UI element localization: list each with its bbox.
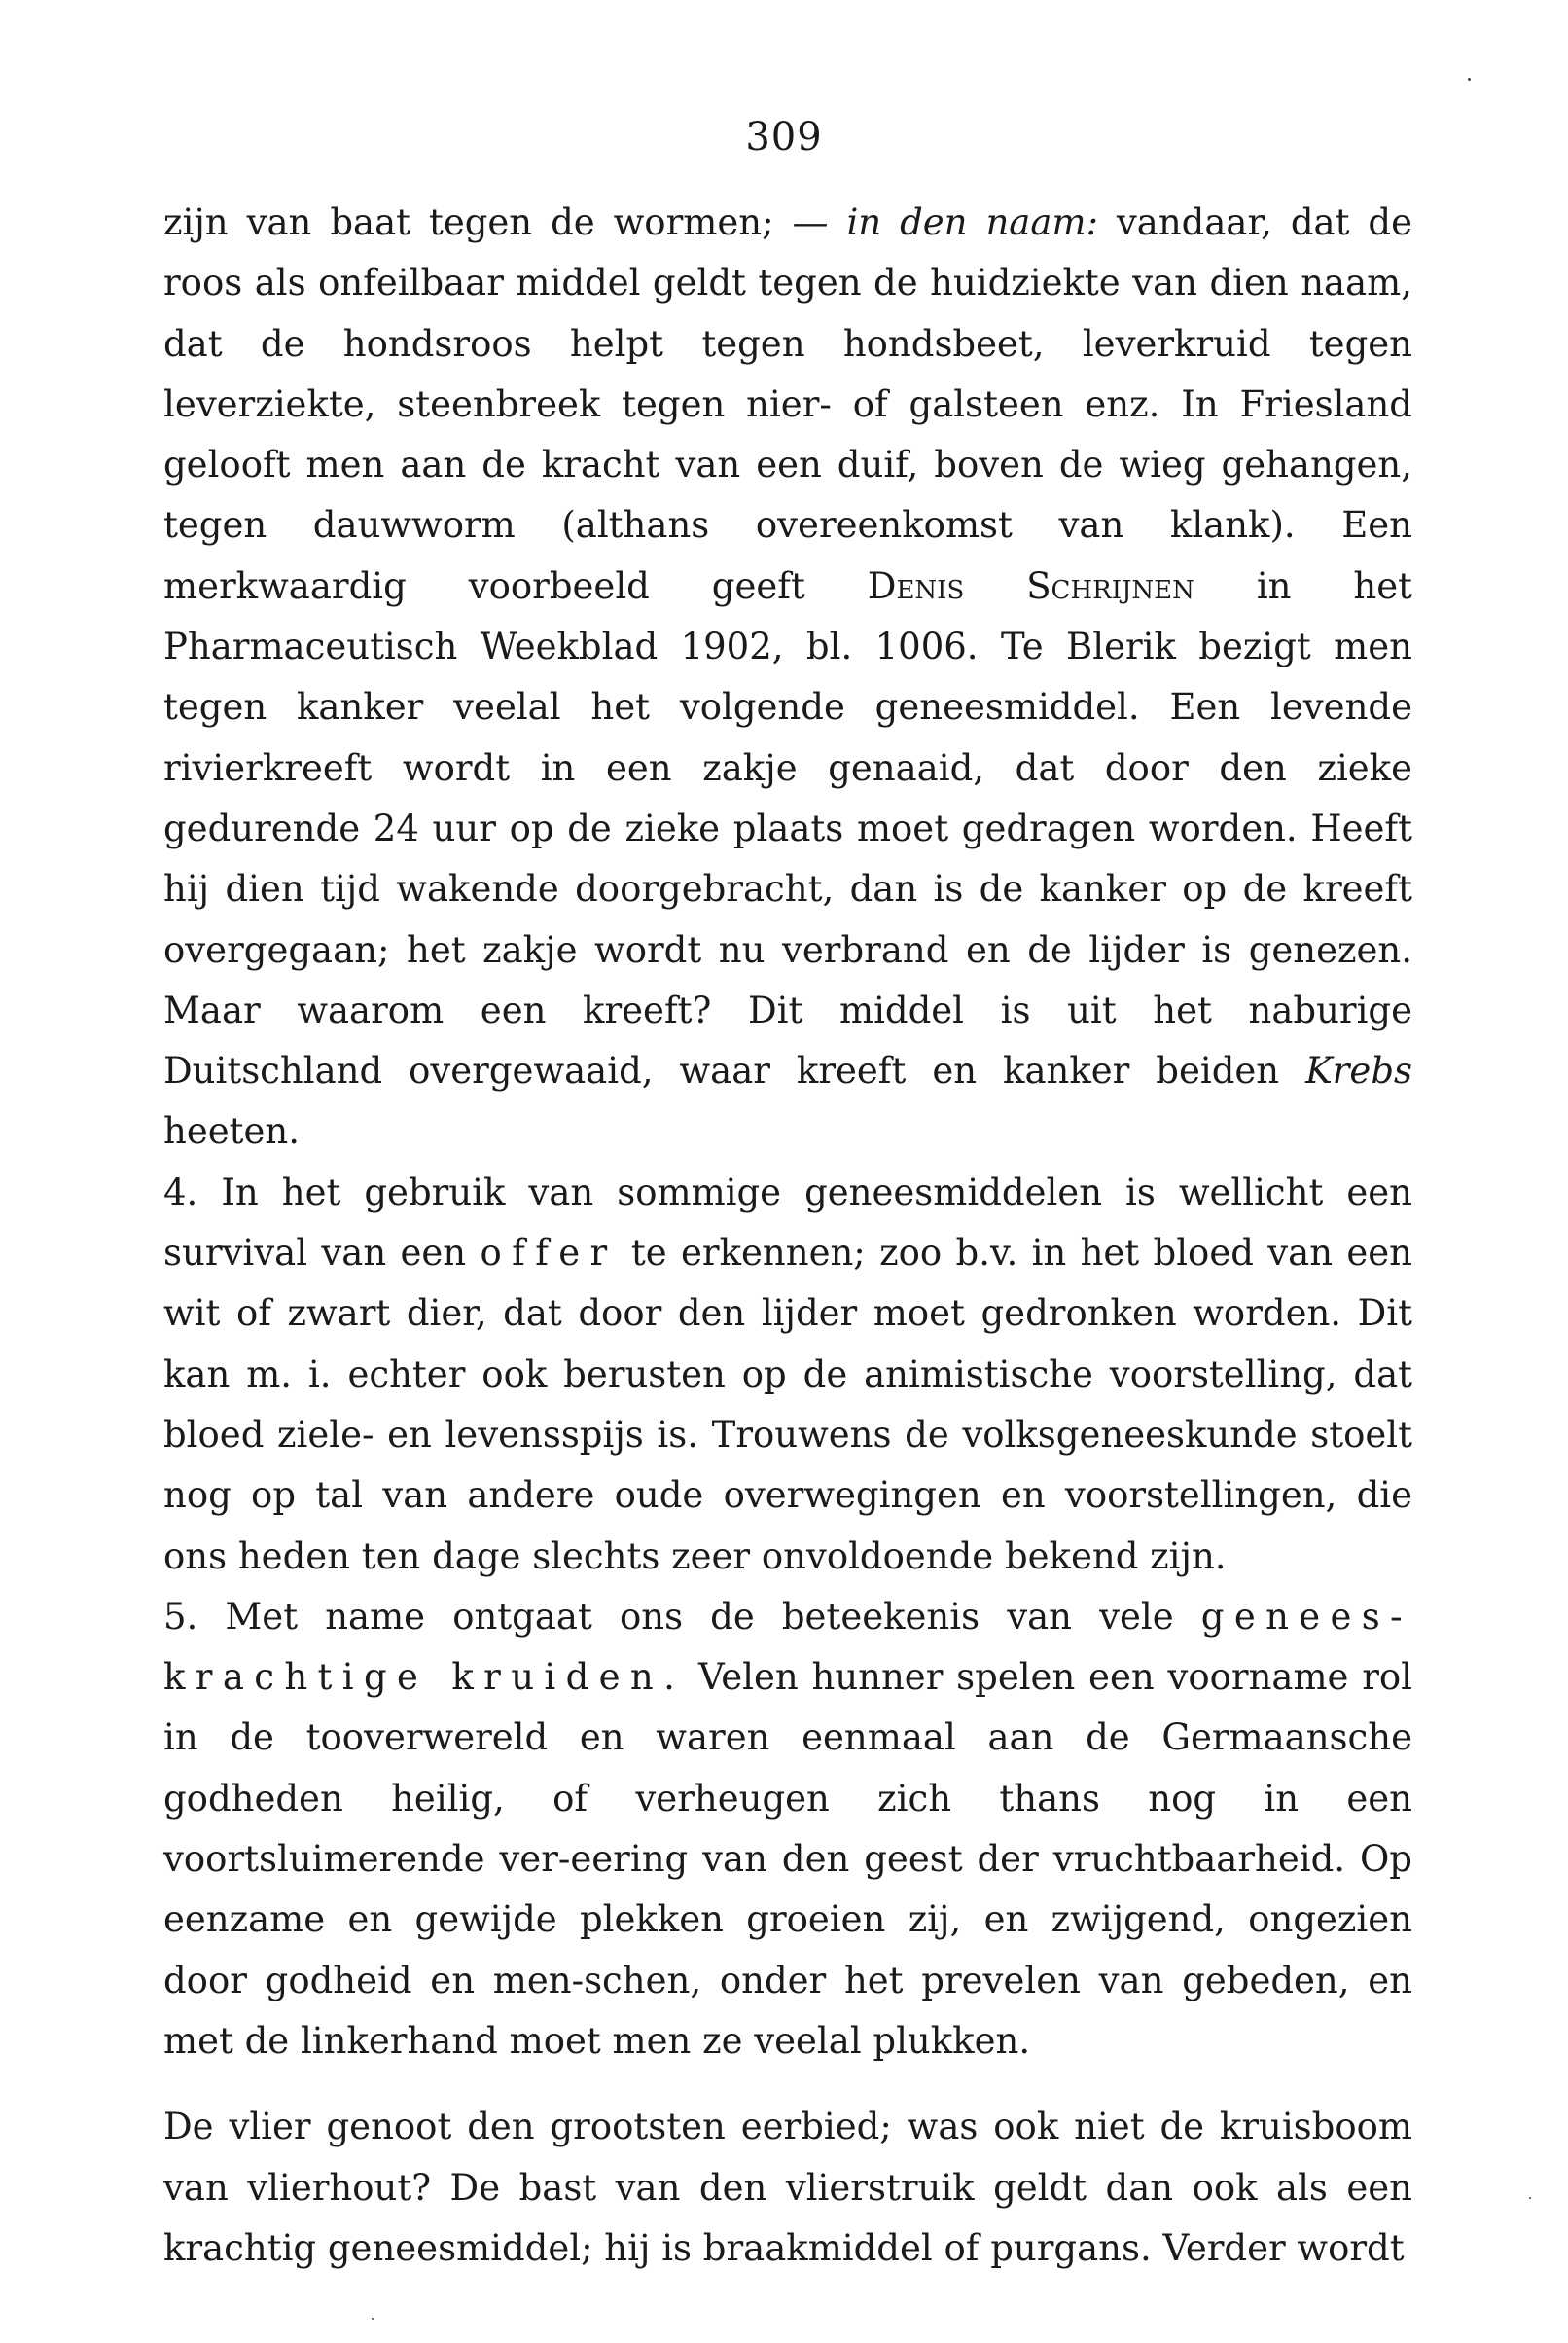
text-run: De vlier genoot den grootsten eerbied; was ook niet de kruisboom van vlierhout? De bast van den vlierstruik geldt dan ook als een krachtig geneesmiddel; hij is braakmiddel of purgans. Verder wordt	[163, 2106, 1412, 2269]
text-run: 5. Met name ontgaat ons de beteekenis van vele	[163, 1595, 1201, 1638]
paragraph-section-4	[163, 1163, 1412, 1587]
text-run: zijn van baat tegen de wormen; —	[163, 201, 847, 243]
text-run: in het Pharmaceutisch Weekblad 1902, bl. 1006. Te Blerik bezigt men tegen kanker veelal het volgende geneesmiddel. Een levende rivierkreeft wordt in een zakje genaaid, dat door den zieke gedurende 24 uur op de zieke plaats moet gedragen worden. Heeft hij dien tijd wakende doorgebracht, dan is de kanker op de kreeft overgegaan; het zakje wordt nu verbrand en de lijder is genezen. Maar waarom een kreeft? Dit middel is uit het naburige Duitschland overgewaaid, waar kreeft en kanker beiden	[163, 564, 1413, 1093]
paragraph-remedies-by-name	[163, 193, 1412, 1163]
print-speck-decoration	[1468, 78, 1471, 81]
italic-phrase-in-den-naam: in den naam:	[846, 201, 1098, 243]
spaced-word-offer: offer	[480, 1232, 618, 1275]
print-speck-decoration	[372, 2318, 374, 2320]
paragraph-vlier	[163, 2097, 1412, 2279]
print-speck-decoration	[1529, 2197, 1531, 2199]
body-text	[163, 193, 1412, 2279]
italic-word-krebs: Krebs	[1305, 1050, 1412, 1093]
text-run: Velen hunner spelen een voorname rol in de tooverwereld en waren eenmaal aan de Germaansche godheden heilig, of verheugen zich thans nog in een voortsluimerende ver-eering van den geest der vruchtbaarheid. Op eenzame en gewijde plekken groeien zij, en zwijgend, ongezien door godheid en men-schen, onder het prevelen van gebeden, en met de linkerhand moet men ze veelal plukken.	[163, 1656, 1412, 2062]
author-name-small-caps: Denis Schrijnen	[867, 564, 1194, 607]
text-run: heeten.	[163, 1110, 300, 1153]
spaced-phrase-geneeskrachtige-kruiden: genees-krachtige kruiden.	[163, 1595, 1412, 1699]
text-run: vandaar, dat de roos als onfeilbaar middel geldt tegen de huidziekte van dien naam, dat de hondsroos helpt tegen hondsbeet, leverkruid tegen leverziekte, steenbreek tegen nier- of galsteen enz. In Friesland gelooft men aan de kracht van een duif, boven de wieg gehangen, tegen dauwworm (althans overeenkomst van klank). Een merkwaardig voorbeeld geeft	[163, 201, 1412, 607]
paragraph-section-5	[163, 1587, 1412, 2072]
page-number: 309	[745, 115, 823, 160]
text-run: te erkennen; zoo b.v. in het bloed van een wit of zwart dier, dat door den lijder moet gedronken worden. Dit kan m. i. echter ook berusten op de animistische voorstelling, dat bloed ziele- en levensspijs is. Trouwens de volksgeneeskunde stoelt nog op tal van andere oude overwegingen en voorstellingen, die ons heden ten dage slechts zeer onvoldoende bekend zijn.	[163, 1232, 1413, 1577]
text-run: 4. In het gebruik van sommige geneesmiddelen is wellicht een survival van een	[163, 1171, 1412, 1275]
